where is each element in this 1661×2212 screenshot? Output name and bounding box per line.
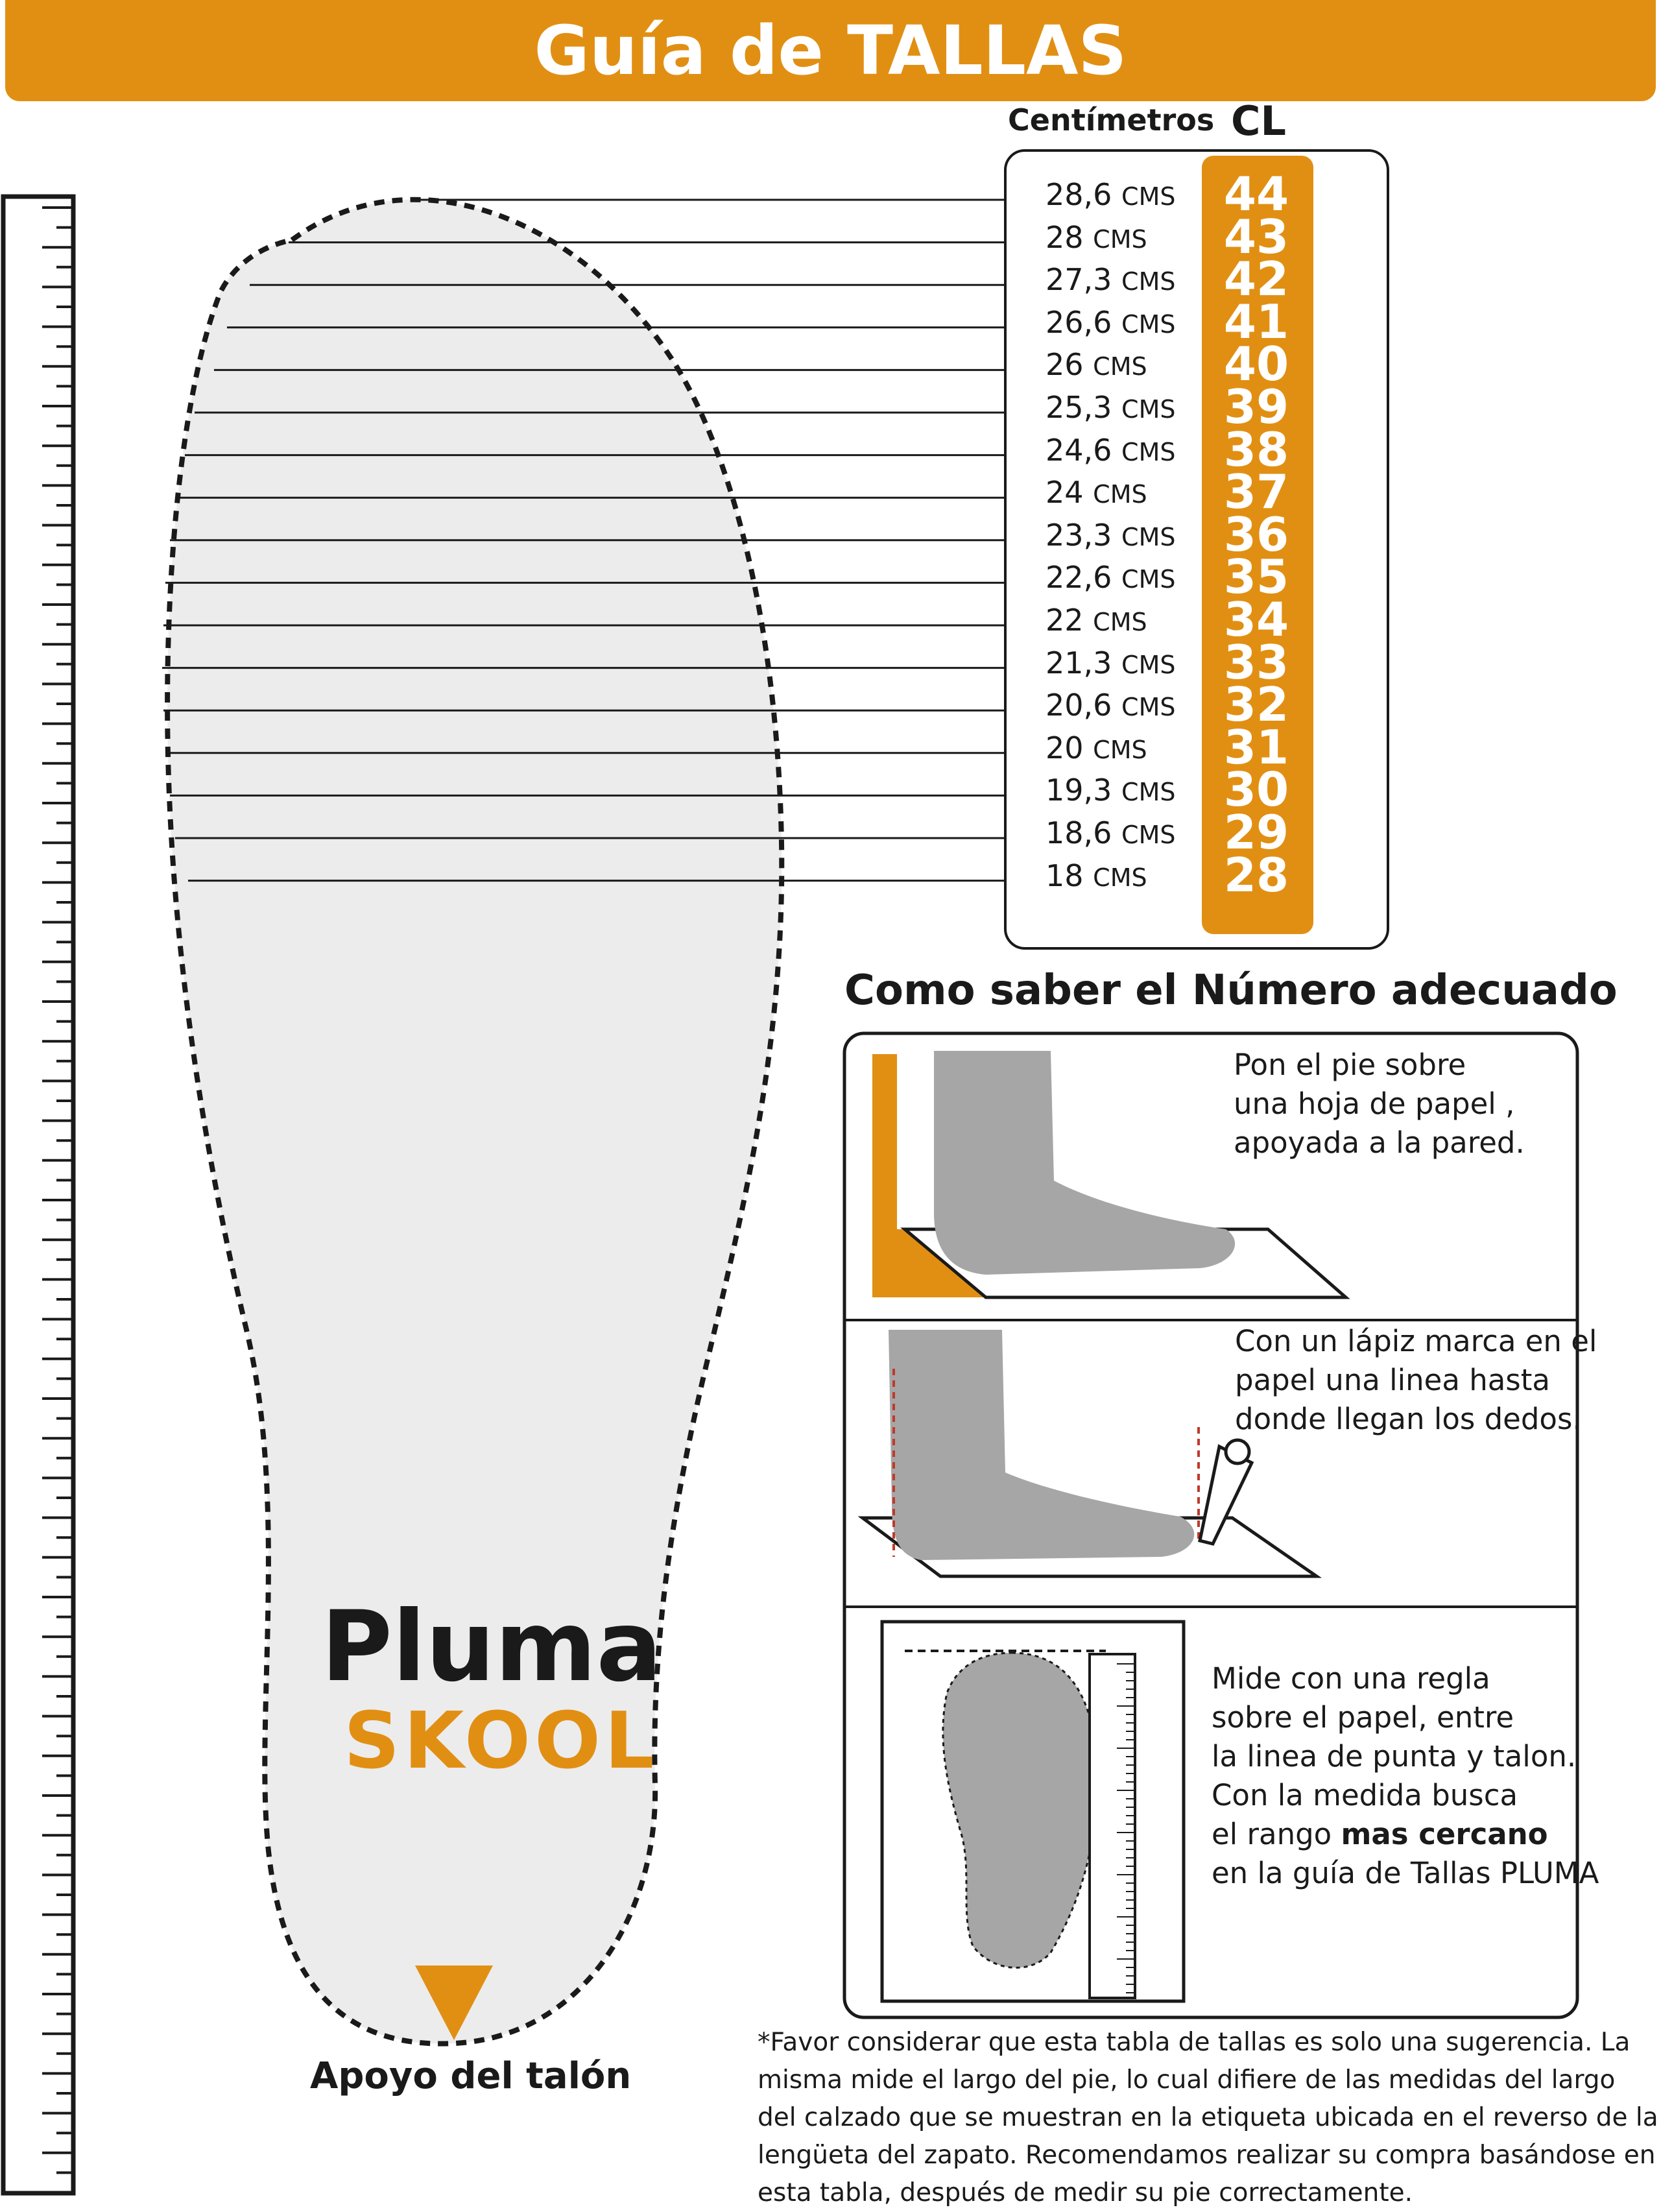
size-cm-value <box>1046 388 1176 427</box>
brand-line1: Pluma <box>321 1591 662 1703</box>
cm-number: 19,3 <box>1046 773 1112 808</box>
cm-unit: CMS <box>1121 565 1176 594</box>
cm-number: 24 <box>1046 475 1084 511</box>
size-cl-value: 42 <box>1223 252 1289 307</box>
size-cm-value <box>1046 516 1176 555</box>
cm-unit: CMS <box>1121 182 1176 211</box>
size-cm-value <box>1046 771 1176 810</box>
cm-number: 22,6 <box>1046 560 1112 595</box>
size-cm-value <box>1046 175 1176 214</box>
step2-line: Con un lápiz marca en el <box>1235 1324 1597 1358</box>
size-cl-value: 40 <box>1223 337 1289 392</box>
step3-text <box>1212 1659 1599 1893</box>
cm-unit: CMS <box>1121 693 1176 722</box>
cm-unit: CMS <box>1121 650 1176 679</box>
cm-unit: CMS <box>1093 608 1147 636</box>
cm-number: 20 <box>1046 730 1084 765</box>
brand-logo <box>321 1591 662 1786</box>
size-cl-value: 44 <box>1223 167 1289 221</box>
how-to-title: Como saber el Número adecuado <box>844 967 1618 1015</box>
size-cm-value <box>1046 345 1147 384</box>
cm-unit: CMS <box>1121 821 1176 849</box>
size-cl-value: 36 <box>1223 507 1289 562</box>
cm-number: 26,6 <box>1046 304 1112 340</box>
size-cl-value: 35 <box>1223 549 1289 605</box>
step2-text <box>1235 1322 1597 1439</box>
size-cm-value <box>1046 558 1176 597</box>
step3-line: Con la medida busca <box>1212 1778 1518 1812</box>
size-cm-value <box>1046 303 1176 342</box>
size-cm-value <box>1046 218 1147 257</box>
cm-unit: CMS <box>1093 735 1147 764</box>
size-cl-value: 38 <box>1223 422 1289 477</box>
cm-unit: CMS <box>1121 395 1176 424</box>
header-cl: CL <box>1231 97 1287 145</box>
cm-unit: CMS <box>1121 522 1176 551</box>
cm-number: 23,3 <box>1046 517 1112 553</box>
size-cm-value <box>1046 260 1176 299</box>
brand-line2: SKOOL <box>344 1696 658 1786</box>
size-cm-value <box>1046 601 1147 640</box>
cm-number: 21,3 <box>1046 645 1112 680</box>
step2-line: papel una linea hasta <box>1235 1363 1550 1397</box>
cm-number: 27,3 <box>1046 262 1112 298</box>
header-centimeters: Centímetros <box>1008 102 1215 138</box>
step1-line: apoyada a la pared. <box>1234 1125 1525 1160</box>
cm-unit: CMS <box>1093 863 1147 892</box>
step1-text <box>1234 1046 1525 1162</box>
step3-line: en la guía de Tallas PLUMA <box>1212 1856 1599 1890</box>
step3-illustration <box>882 1622 1184 2001</box>
step3-line: la linea de punta y talon. <box>1212 1739 1577 1773</box>
cm-number: 28,6 <box>1046 177 1112 212</box>
size-cl-value: 37 <box>1223 464 1289 520</box>
cm-unit: CMS <box>1121 267 1176 296</box>
step3-line-prefix: el rango <box>1212 1817 1341 1851</box>
step1-line: Pon el pie sobre <box>1234 1048 1466 1082</box>
size-cm-value <box>1046 431 1176 470</box>
page-title: Guía de TALLAS <box>534 11 1127 90</box>
cm-unit: CMS <box>1093 480 1147 509</box>
size-cm-value <box>1046 856 1147 895</box>
step3-line: sobre el papel, entre <box>1212 1700 1514 1735</box>
size-cl-value: 43 <box>1223 209 1289 264</box>
step3-emphasis: mas cercano <box>1341 1817 1548 1851</box>
heel-label: Apoyo del talón <box>310 2055 632 2097</box>
size-cl-value: 28 <box>1223 847 1289 902</box>
cm-unit: CMS <box>1093 224 1147 254</box>
size-cl-value: 39 <box>1223 379 1289 434</box>
ruler <box>3 197 73 2193</box>
size-cl-value: 30 <box>1223 762 1289 817</box>
cm-unit: CMS <box>1121 778 1176 807</box>
step2-line: donde llegan los dedos. <box>1235 1402 1582 1436</box>
cm-unit: CMS <box>1121 437 1176 466</box>
step3-line <box>1212 1815 1599 1854</box>
size-cl-value: 29 <box>1223 805 1289 860</box>
cm-number: 25,3 <box>1046 390 1112 425</box>
step1-line: una hoja de papel , <box>1234 1087 1515 1121</box>
size-cl-value: 41 <box>1223 294 1289 349</box>
cm-number: 22 <box>1046 603 1084 638</box>
size-cl-value: 34 <box>1223 592 1289 647</box>
cm-number: 24,6 <box>1046 432 1112 468</box>
cm-number: 18 <box>1046 858 1084 893</box>
cm-unit: CMS <box>1121 309 1176 339</box>
size-cl-value: 33 <box>1223 634 1289 690</box>
cm-unit: CMS <box>1093 352 1147 381</box>
size-cl-value: 32 <box>1223 677 1289 732</box>
step3-line: Mide con una regla <box>1212 1661 1490 1696</box>
size-cl-value: 31 <box>1223 719 1289 775</box>
disclaimer-text: *Favor considerar que esta tabla de tallas es solo una sugerencia. La misma mide el largo del pie, lo cual difiere de las medidas del largo del calzado que se muestran en la etiqueta ubicada en el reverso de la lengüeta del zapato. Recomendamos realizar su compra basándose en esta tabla, después de medir su pie correctamente. <box>758 2028 1658 2207</box>
cm-number: 20,6 <box>1046 688 1112 723</box>
size-cm-value <box>1046 473 1147 512</box>
size-cm-value <box>1046 643 1176 682</box>
size-cm-value <box>1046 813 1176 852</box>
cm-number: 26 <box>1046 347 1084 383</box>
cm-number: 18,6 <box>1046 815 1112 850</box>
size-cm-value <box>1046 728 1147 767</box>
size-cm-value <box>1046 686 1176 725</box>
cm-number: 28 <box>1046 219 1084 255</box>
